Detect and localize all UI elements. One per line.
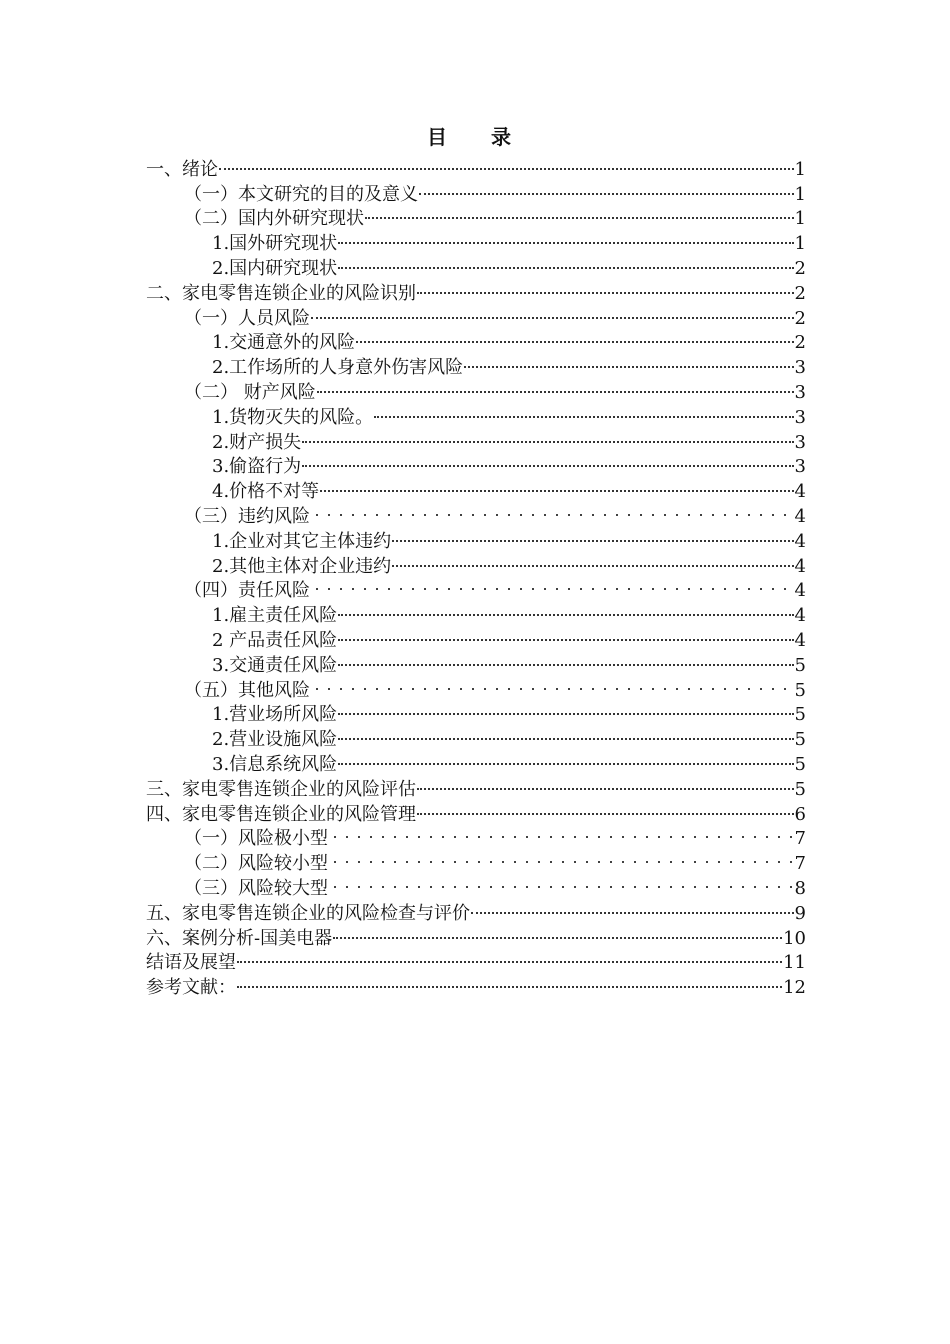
toc-entry-page-number: 5 <box>794 778 806 800</box>
toc-dot-leader <box>329 820 794 845</box>
toc-entry-page-number: 2 <box>794 257 806 279</box>
toc-entry-label: （二）风险较小型 <box>184 853 328 875</box>
toc-entry-page-number: 2 <box>794 307 806 329</box>
toc-entry-page-number: 8 <box>794 877 806 899</box>
toc-entry-label: 三、家电零售连锁企业的风险评估 <box>146 778 416 800</box>
toc-dot-leader <box>237 968 782 993</box>
toc-dot-leader <box>464 348 793 373</box>
toc-entry-page-number: 4 <box>794 505 806 527</box>
toc-entry-label: 1.交通意外的风险 <box>212 332 356 354</box>
toc-entry-page-number: 5 <box>794 654 806 676</box>
toc-entry-label: （三）违约风险 <box>184 505 310 527</box>
toc-dot-leader <box>317 373 794 398</box>
toc-title: 目 录 <box>427 125 523 149</box>
toc-dot-leader <box>374 398 793 423</box>
toc-dot-leader <box>419 175 794 200</box>
toc-entry-page-number: 7 <box>794 853 806 875</box>
toc-dot-leader <box>219 150 794 175</box>
toc-dot-leader <box>338 596 793 621</box>
toc-entry-page-number: 9 <box>794 902 806 924</box>
toc-entry-page-number: 4 <box>794 605 806 627</box>
toc-entry-page-number: 1 <box>794 158 806 180</box>
toc-dot-leader <box>417 795 794 820</box>
toc-entry-page-number: 6 <box>794 803 806 825</box>
toc-entry-page-number: 11 <box>783 952 806 974</box>
toc-entry-label: （二） 财产风险 <box>184 381 316 403</box>
toc-entry-page-number: 3 <box>794 357 806 379</box>
toc-entry[interactable] <box>146 175 806 205</box>
toc-dot-leader <box>302 423 793 448</box>
toc-entry-label: 2.其他主体对企业违约 <box>212 555 392 577</box>
toc-entry-page-number: 5 <box>794 753 806 775</box>
toc-dot-leader <box>311 671 794 696</box>
toc-entry-page-number: 3 <box>794 456 806 478</box>
toc-entry-label: 五、家电零售连锁企业的风险检查与评价 <box>146 902 470 924</box>
toc-entry-page-number: 12 <box>783 977 806 999</box>
toc-entry-page-number: 1 <box>794 183 806 205</box>
toc-entry-page-number: 2 <box>794 332 806 354</box>
toc-dot-leader <box>320 472 793 497</box>
toc-entry-label: 4.价格不对等 <box>212 481 320 503</box>
toc-entry-label: （四）责任风险 <box>184 580 310 602</box>
toc-dot-leader <box>417 274 794 299</box>
toc-dot-leader <box>311 497 794 522</box>
toc-entry-label: 1.企业对其它主体违约 <box>212 530 392 552</box>
toc-entry-page-number: 4 <box>794 555 806 577</box>
toc-dot-leader <box>356 324 793 349</box>
toc-entry-label: 1.国外研究现状 <box>212 233 338 255</box>
toc-entry[interactable] <box>146 968 806 999</box>
toc-entry-label: 结语及展望 <box>146 952 236 974</box>
toc-entry-page-number: 4 <box>794 629 806 651</box>
table-of-contents <box>146 150 806 999</box>
toc-dot-leader <box>311 572 794 597</box>
toc-entry-page-number: 4 <box>794 481 806 503</box>
toc-dot-leader <box>338 249 793 274</box>
toc-dot-leader <box>311 299 794 324</box>
toc-entry-label: 一、绪论 <box>146 158 218 180</box>
toc-entry-page-number: 3 <box>794 381 806 403</box>
toc-dot-leader <box>365 200 794 225</box>
toc-dot-leader <box>417 770 794 795</box>
toc-entry-page-number: 5 <box>794 679 806 701</box>
toc-dot-leader <box>338 745 793 770</box>
toc-entry-label: 2.工作场所的人身意外伤害风险 <box>212 357 464 379</box>
toc-entry-label: 四、家电零售连锁企业的风险管理 <box>146 803 416 825</box>
toc-entry-page-number: 7 <box>794 828 806 850</box>
toc-dot-leader <box>329 869 794 894</box>
toc-dot-leader <box>392 522 793 547</box>
toc-entry-label: （一）风险极小型 <box>184 828 328 850</box>
toc-entry-page-number: 3 <box>794 431 806 453</box>
toc-entry-label: 1.货物灭失的风险。 <box>212 406 374 428</box>
toc-entry-label: （一）人员风险 <box>184 307 310 329</box>
toc-entry-page-number: 5 <box>794 704 806 726</box>
toc-entry-label: （五）其他风险 <box>184 679 310 701</box>
toc-entry-page-number: 1 <box>794 208 806 230</box>
toc-dot-leader <box>392 547 793 572</box>
toc-entry-page-number: 3 <box>794 406 806 428</box>
toc-entry-page-number: 5 <box>794 729 806 751</box>
toc-dot-leader <box>338 696 793 721</box>
toc-entry-label: 六、案例分析-国美电器 <box>146 927 333 949</box>
toc-dot-leader <box>338 646 793 671</box>
toc-entry-label: （二）国内外研究现状 <box>184 208 364 230</box>
toc-entry-label: 3.偷盗行为 <box>212 456 302 478</box>
toc-dot-leader <box>329 844 794 869</box>
toc-entry-label: 1.营业场所风险 <box>212 704 338 726</box>
toc-entry-page-number: 4 <box>794 530 806 552</box>
toc-dot-leader <box>471 894 794 919</box>
toc-entry-label: 2.营业设施风险 <box>212 729 338 751</box>
toc-entry-page-number: 10 <box>783 927 806 949</box>
toc-entry-label: 二、家电零售连锁企业的风险识别 <box>146 282 416 304</box>
toc-dot-leader <box>338 621 793 646</box>
toc-entry-label: 2.国内研究现状 <box>212 257 338 279</box>
toc-entry-label: （三）风险较大型 <box>184 877 328 899</box>
toc-entry-label: 3.信息系统风险 <box>212 753 338 775</box>
toc-entry[interactable] <box>146 150 806 180</box>
toc-dot-leader <box>237 944 782 969</box>
toc-dot-leader <box>302 448 793 473</box>
toc-entry-label: 2 产品责任风险 <box>212 629 338 651</box>
toc-entry-page-number: 1 <box>794 233 806 255</box>
toc-entry-page-number: 4 <box>794 580 806 602</box>
toc-entry-label: 3.交通责任风险 <box>212 654 338 676</box>
toc-entry-label: 1.雇主责任风险 <box>212 605 338 627</box>
toc-entry-label: 2.财产损失 <box>212 431 302 453</box>
toc-entry-page-number: 2 <box>794 282 806 304</box>
toc-dot-leader <box>333 919 782 944</box>
toc-entry-label: 参考文献： <box>146 977 236 999</box>
toc-dot-leader <box>338 720 793 745</box>
toc-entry-label: （一）本文研究的目的及意义 <box>184 183 418 205</box>
toc-dot-leader <box>338 224 793 249</box>
toc-entry[interactable] <box>146 944 806 974</box>
